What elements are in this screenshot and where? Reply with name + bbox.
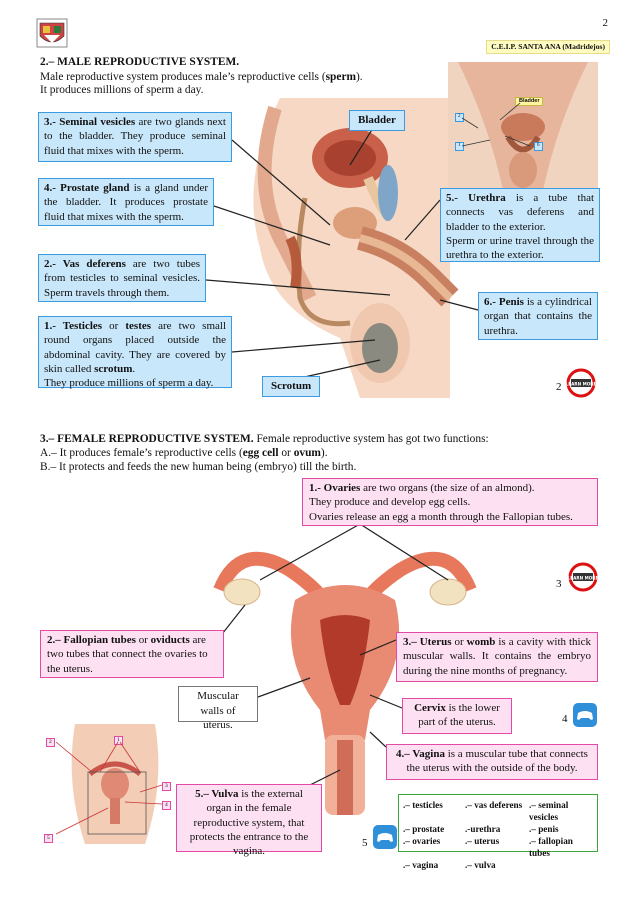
school-name: C.E.I.P. SANTA ANA (Madridejos) — [486, 40, 610, 54]
inset-label: 2 — [46, 738, 55, 747]
female-function-b: B.– It protects and feeds the new human being (embryo) till the birth. — [40, 461, 357, 473]
female-heading: 3.– FEMALE REPRODUCTIVE SYSTEM. Female reproductive system has got two functions: — [40, 433, 489, 445]
inset-label: 5 — [44, 834, 53, 843]
glossary-term — [529, 860, 593, 872]
glossary-term: .– prostate — [403, 823, 445, 834]
glossary-term: .-urethra — [465, 823, 501, 834]
cervix-box: Cervix is the lower part of the uterus. — [402, 698, 512, 734]
bladder-label: Bladder — [349, 110, 405, 131]
glossary-row — [403, 824, 593, 836]
scrotum-label: Scrotum — [262, 376, 320, 397]
learn-more-icon[interactable] — [568, 562, 598, 592]
fallopian-tubes-box: 2.– Fallopian tubes or oviducts are two tubes that connect the ovaries to the uterus. — [40, 630, 224, 678]
vulva-box: 5.– Vulva is the external organ in the female reproductive system, that protects the entrance to the vagina. — [176, 784, 322, 852]
glossary-term: .– uterus — [465, 835, 500, 846]
penis-box: 6.- Penis is a cylindrical organ that contains the urethra. — [478, 292, 598, 340]
glossary-term: .– ovaries — [403, 835, 441, 846]
learn-more-text: LEARN MORE — [565, 381, 597, 387]
inset-label: 2 — [455, 113, 464, 122]
learn-more-text: LEARN MORE — [567, 575, 599, 581]
learn-more-number: 2 — [556, 381, 562, 393]
glossary-row — [403, 800, 593, 824]
glossary-term: .– vas deferens — [465, 800, 523, 810]
inset-label: 1 — [114, 736, 123, 745]
muscular-walls-label: Muscular walls of uterus. — [178, 686, 258, 722]
gamepad-icon[interactable] — [572, 702, 598, 728]
glossary-term: .– seminal vesicles — [529, 800, 569, 822]
prostate-gland-box: 4.- Prostate gland is a gland under the bladder. It produces prostate fluid that mixes with the sperm. — [38, 178, 214, 226]
game-number: 5 — [362, 837, 368, 849]
gamepad-icon[interactable] — [372, 824, 398, 850]
inset-label: 4 — [162, 801, 171, 810]
urethra-box: 5.- Urethra is a tube that connects vas deferens and bladder to the exterior. Sperm or urine travel through the urethra to the exterior. — [440, 188, 600, 262]
game-number: 4 — [562, 713, 568, 725]
learn-more-icon[interactable] — [566, 368, 596, 398]
ovaries-box: 1.- Ovaries are two organs (the size of an almond). They produce and develop egg cells. Ovaries release an egg a month through the Fallopian tubes. — [302, 478, 598, 526]
male-heading: 2.– MALE REPRODUCTIVE SYSTEM. — [40, 56, 240, 68]
glossary-term: .– fallopian tubes — [529, 835, 573, 858]
glossary-term: .– vagina — [403, 859, 439, 870]
glossary-term: .– vulva — [465, 859, 496, 870]
male-intro-2: It produces millions of sperm a day. — [40, 84, 204, 96]
male-intro: Male reproductive system produces male’s reproductive cells (sperm). — [40, 71, 363, 83]
inset-label: 6 — [534, 142, 543, 151]
learn-more-number: 3 — [556, 578, 562, 590]
vagina-box: 4.– Vagina is a muscular tube that connects the uterus with the outside of the body. — [386, 744, 598, 780]
glossary-row — [403, 836, 593, 860]
inset-bladder-label: Bladder — [515, 97, 543, 106]
glossary-box — [398, 794, 598, 870]
uterus-box: 3.– Uterus or womb is a cavity with thick muscular walls. It contains the embryo during the nine months of pregnancy. — [396, 632, 598, 682]
testicles-box: 1.- Testicles or testes are two small round organs placed outside the abdominal cavity. They are covered by skin called scrotum. They produce millions of sperm a day. — [38, 316, 232, 388]
vas-deferens-box: 2.- Vas deferens are two tubes from testicles to seminal vesicles. Sperm travels through them. — [38, 254, 206, 302]
inset-label: 3 — [162, 782, 171, 791]
inset-label: 1 — [455, 142, 464, 151]
female-function-a: A.– It produces female’s reproductive cells (egg cell or ovum). — [40, 447, 328, 459]
page-number: 2 — [602, 17, 608, 29]
glossary-row — [403, 860, 593, 872]
glossary-term: .– penis — [529, 823, 559, 834]
seminal-vesicles-box: 3.- Seminal vesicles are two glands next to the bladder. They produce seminal fluid that mixes with the sperm. — [38, 112, 232, 162]
glossary-term: .– testicles — [403, 800, 443, 810]
